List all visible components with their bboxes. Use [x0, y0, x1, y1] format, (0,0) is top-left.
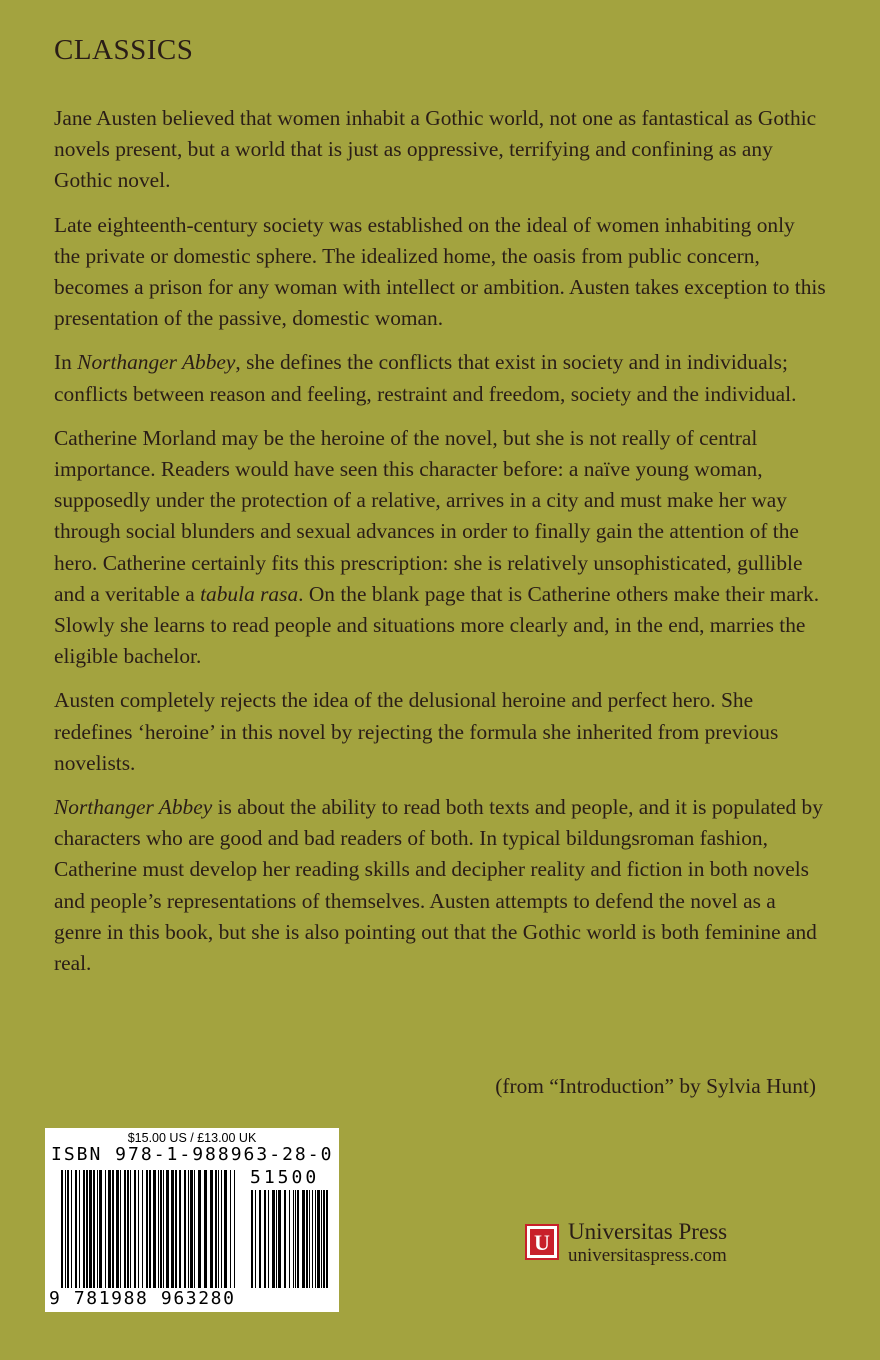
barcode-bar [179, 1170, 181, 1288]
barcode-bar [204, 1170, 207, 1288]
text-run: In [54, 350, 78, 375]
barcode-bar [276, 1190, 277, 1288]
quote-attribution: (from “Introduction” by Sylvia Hunt) [495, 1074, 816, 1098]
blurb-paragraph [54, 792, 826, 979]
text-run: Catherine Morland may be the heroine of the novel, but she is not really of central importance. Readers would have seen this character before: a naïve young woman, supposedly under the protection of a relative, arrives in a city and must make her way through social blunders and sexual advances in order to finally gain the attention of the hero. Catherine certainly fits this prescription: she is relatively unsophisticated, gullible and a veritable a [54, 425, 803, 606]
barcode-bar [264, 1190, 266, 1288]
barcode-bar [306, 1190, 308, 1288]
barcode-bar [198, 1170, 201, 1288]
barcode-bar [71, 1170, 72, 1288]
barcode-bar [127, 1170, 129, 1288]
barcode-bar [67, 1170, 69, 1288]
barcode-bar [61, 1170, 63, 1288]
addon-code: 51500 [250, 1167, 320, 1188]
barcode-bar [295, 1190, 296, 1288]
barcode-bar [315, 1190, 316, 1288]
publisher-name: Universitas Press [568, 1219, 728, 1244]
text-run: is about the ability to read both texts and people, and it is populated by characters who are good and bad readers of both. In typical bildungsroman fashion, Catherine must develop her reading skills and decipher reality and fiction in both novels and people’s representations of themselves. Austen attempts to defend the novel as a genre in this book, but she is also pointing out that the Gothic world is both feminine and real. [54, 795, 823, 976]
barcode-bar [224, 1170, 227, 1288]
barcode-bar [97, 1170, 98, 1288]
barcode-bar [268, 1190, 269, 1288]
barcode-bar [278, 1190, 281, 1288]
barcode-bar [86, 1170, 88, 1288]
barcode-bar [65, 1170, 66, 1288]
text-run: Austen completely rejects the idea of the delusional heroine and perfect hero. She redefines ‘heroine’ in this novel by rejecting the formula she inherited from previous novelists. [54, 688, 779, 775]
ean-digits: 9 781988 963280 [49, 1288, 236, 1309]
barcode-bar [272, 1190, 275, 1288]
barcode-bar [326, 1190, 328, 1288]
barcode-bar [142, 1170, 143, 1288]
barcode-bar [158, 1170, 159, 1288]
barcode-bar [146, 1170, 148, 1288]
barcode-bar [293, 1190, 294, 1288]
publisher-logo-icon [524, 1221, 562, 1263]
barcode-bar [309, 1190, 310, 1288]
barcode-bar [284, 1190, 286, 1288]
barcode-bar [124, 1170, 126, 1288]
text-run: , she defines the conflicts that exist in society and in individuals; conflicts between reason and feeling, restraint and freedom, society and the individual. [54, 350, 797, 406]
barcode-bar [160, 1170, 162, 1288]
barcode-bar [221, 1170, 222, 1288]
barcode-label [45, 1128, 339, 1312]
barcode-bar [251, 1190, 253, 1288]
barcode-bar [259, 1190, 261, 1288]
price-text: $15.00 US / £13.00 UK [127, 1131, 257, 1145]
blurb-paragraph [54, 423, 826, 673]
barcode-bar [163, 1170, 164, 1288]
series-heading: CLASSICS [54, 34, 194, 66]
barcode-bar [289, 1190, 290, 1288]
blurb-paragraph [54, 685, 826, 779]
barcode-bar [120, 1170, 121, 1288]
barcode-bar [184, 1170, 186, 1288]
barcode-bar [83, 1170, 85, 1288]
barcode-bar [297, 1190, 299, 1288]
barcode-bar [108, 1170, 111, 1288]
text-run: Late eighteenth-century society was established on the ideal of women inhabiting only the private or domestic sphere. The idealized home, the oasis from public concern, becomes a prison for any woman with intellect or ambition. Austen takes exception to this presentation of the passive, domestic woman. [54, 212, 826, 331]
barcode-bar [116, 1170, 119, 1288]
text-run: . On the blank page that is Catherine others make their mark. Slowly she learns to read people and situations more clearly and, in the end, marries the eligible bachelor. [54, 581, 820, 669]
barcode-bar [99, 1170, 102, 1288]
barcode-bar [153, 1170, 156, 1288]
publisher-url: universitaspress.com [568, 1245, 727, 1266]
barcode-bar [317, 1190, 320, 1288]
barcode-bar [149, 1170, 151, 1288]
barcode-bar [134, 1170, 136, 1288]
blurb-body [54, 103, 826, 992]
barcode-bar [194, 1170, 195, 1288]
text-run: Jane Austen believed that women inhabit a Gothic world, not one as fantastical as Gothic novels present, but a world that is just as oppressive, terrifying and confining as any Gothic novel. [54, 106, 817, 193]
barcode-bar [138, 1170, 139, 1288]
barcode-bar [218, 1170, 219, 1288]
barcode-bar [112, 1170, 114, 1288]
barcode-bar [302, 1190, 305, 1288]
barcode-bar [89, 1170, 92, 1288]
blurb-paragraph [54, 347, 826, 409]
barcode-bar [75, 1170, 77, 1288]
barcode-bar [323, 1190, 325, 1288]
publisher-logo-letter: U [534, 1230, 550, 1255]
barcode-bar [166, 1170, 169, 1288]
barcode-bar [188, 1170, 189, 1288]
italic-title: Northanger Abbey [54, 795, 213, 820]
barcode-bar [312, 1190, 313, 1288]
barcode-bar [79, 1170, 80, 1288]
blurb-paragraph [54, 210, 826, 335]
italic-title: tabula rasa [200, 581, 299, 606]
italic-title: Northanger Abbey [77, 350, 236, 375]
barcode-bar [93, 1170, 95, 1288]
isbn-text: ISBN 978-1-988963-28-0 [51, 1144, 334, 1165]
blurb-paragraph [54, 103, 826, 197]
barcode-bar [175, 1170, 177, 1288]
barcode-bar [215, 1170, 217, 1288]
barcode-bar [210, 1170, 213, 1288]
barcode-bar [234, 1170, 235, 1288]
barcode-bar [230, 1170, 231, 1288]
barcode-bar [321, 1190, 322, 1288]
barcode-bar [171, 1170, 174, 1288]
barcode-bar [105, 1170, 106, 1288]
barcode-bar [130, 1170, 131, 1288]
barcode-bar [190, 1170, 193, 1288]
barcode-bar [255, 1190, 256, 1288]
